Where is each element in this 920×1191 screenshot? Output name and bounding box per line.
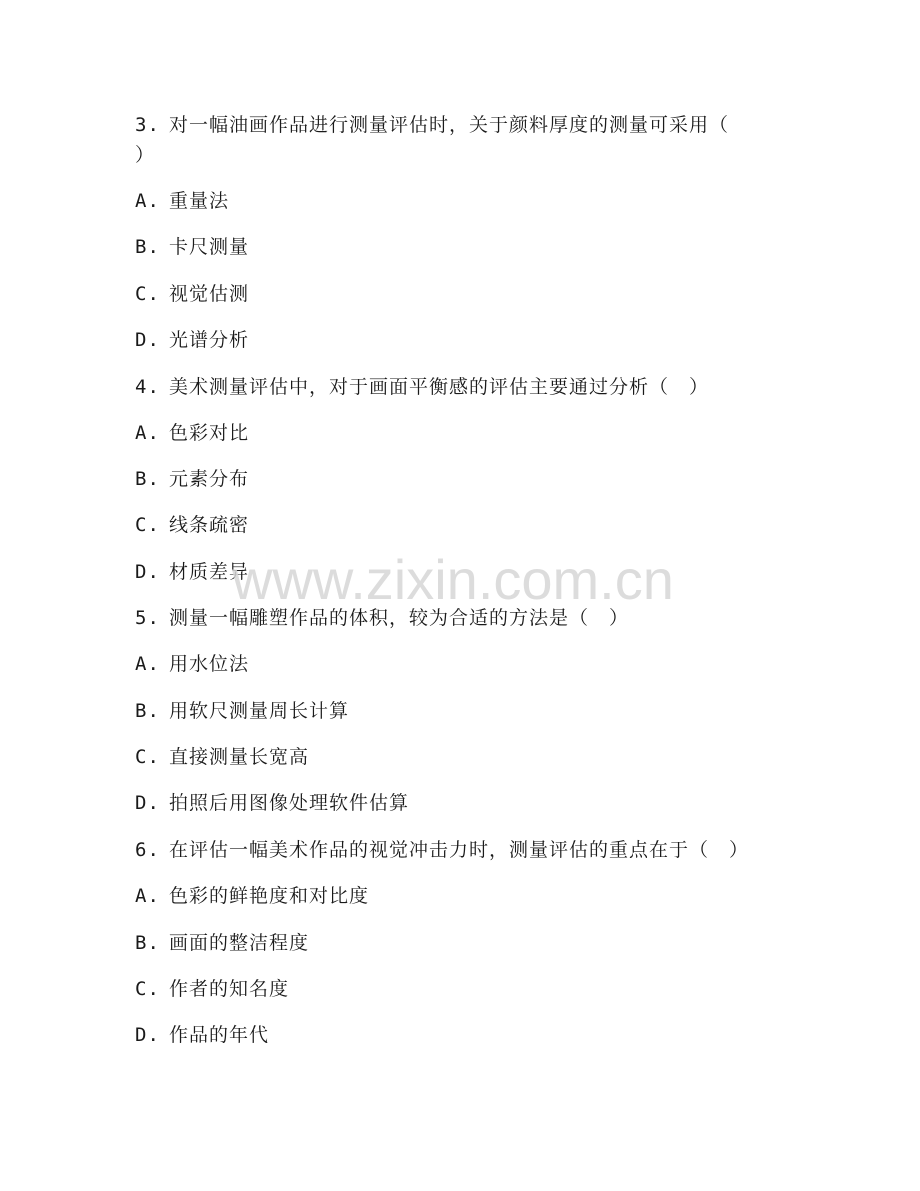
option-text: 用水位法 bbox=[169, 653, 250, 675]
option-text: 作者的知名度 bbox=[169, 978, 290, 1000]
question-3-option-d bbox=[135, 328, 249, 352]
option-label: D. bbox=[135, 561, 160, 583]
option-text: 色彩对比 bbox=[169, 422, 250, 444]
option-text: 材质差异 bbox=[169, 561, 250, 583]
option-text: 拍照后用图像处理软件估算 bbox=[169, 792, 410, 814]
question-5-option-c bbox=[135, 745, 309, 769]
question-3-option-c bbox=[135, 282, 249, 306]
question-5-option-b bbox=[135, 699, 349, 723]
watermark: www.zixin.com.cn bbox=[232, 548, 674, 611]
question-5-option-a bbox=[135, 652, 249, 676]
question-3-option-a bbox=[135, 189, 229, 213]
question-6-option-b bbox=[135, 931, 309, 955]
question-text: 对一幅油画作品进行测量评估时，关于颜料厚度的测量可采用（ bbox=[169, 114, 730, 136]
question-number: 3. bbox=[135, 114, 160, 136]
question-6-option-a bbox=[135, 884, 369, 908]
option-text: 画面的整洁程度 bbox=[169, 932, 310, 954]
option-text: 元素分布 bbox=[169, 468, 250, 490]
option-label: D. bbox=[135, 1024, 160, 1046]
option-label: C. bbox=[135, 514, 160, 536]
question-4-option-d bbox=[135, 560, 249, 584]
question-4-stem bbox=[135, 375, 709, 399]
question-text: 在评估一幅美术作品的视觉冲击力时，测量评估的重点在于（ ） bbox=[169, 839, 750, 861]
option-label: B. bbox=[135, 932, 160, 954]
question-6-option-c bbox=[135, 977, 289, 1001]
question-3-option-b bbox=[135, 235, 249, 259]
option-text: 视觉估测 bbox=[169, 283, 250, 305]
question-text: 测量一幅雕塑作品的体积，较为合适的方法是（ ） bbox=[169, 607, 630, 629]
option-label: A. bbox=[135, 190, 160, 212]
option-label: A. bbox=[135, 653, 160, 675]
question-5-stem bbox=[135, 606, 629, 630]
option-label: D. bbox=[135, 792, 160, 814]
question-4-option-b bbox=[135, 467, 249, 491]
option-text: 线条疏密 bbox=[169, 514, 250, 536]
question-number: 5. bbox=[135, 607, 160, 629]
question-5-option-d bbox=[135, 791, 409, 815]
question-4-option-c bbox=[135, 513, 249, 537]
question-text: 美术测量评估中，对于画面平衡感的评估主要通过分析（ ） bbox=[169, 376, 710, 398]
question-text-continuation: ） bbox=[135, 144, 156, 166]
option-text: 色彩的鲜艳度和对比度 bbox=[169, 885, 370, 907]
option-text: 卡尺测量 bbox=[169, 236, 250, 258]
option-text: 光谱分析 bbox=[169, 329, 250, 351]
question-number: 6. bbox=[135, 839, 160, 861]
option-label: B. bbox=[135, 468, 160, 490]
question-3-stem-continuation bbox=[135, 143, 155, 167]
option-label: A. bbox=[135, 422, 160, 444]
option-text: 直接测量长宽高 bbox=[169, 746, 310, 768]
option-label: D. bbox=[135, 329, 160, 351]
question-6-option-d bbox=[135, 1023, 269, 1047]
option-label: C. bbox=[135, 978, 160, 1000]
question-4-option-a bbox=[135, 421, 249, 445]
option-label: C. bbox=[135, 746, 160, 768]
question-3-stem bbox=[135, 113, 729, 137]
option-text: 作品的年代 bbox=[169, 1024, 270, 1046]
option-label: B. bbox=[135, 236, 160, 258]
option-text: 用软尺测量周长计算 bbox=[169, 700, 350, 722]
option-label: A. bbox=[135, 885, 160, 907]
question-6-stem bbox=[135, 838, 749, 862]
option-label: C. bbox=[135, 283, 160, 305]
option-label: B. bbox=[135, 700, 160, 722]
question-number: 4. bbox=[135, 376, 160, 398]
option-text: 重量法 bbox=[169, 190, 230, 212]
